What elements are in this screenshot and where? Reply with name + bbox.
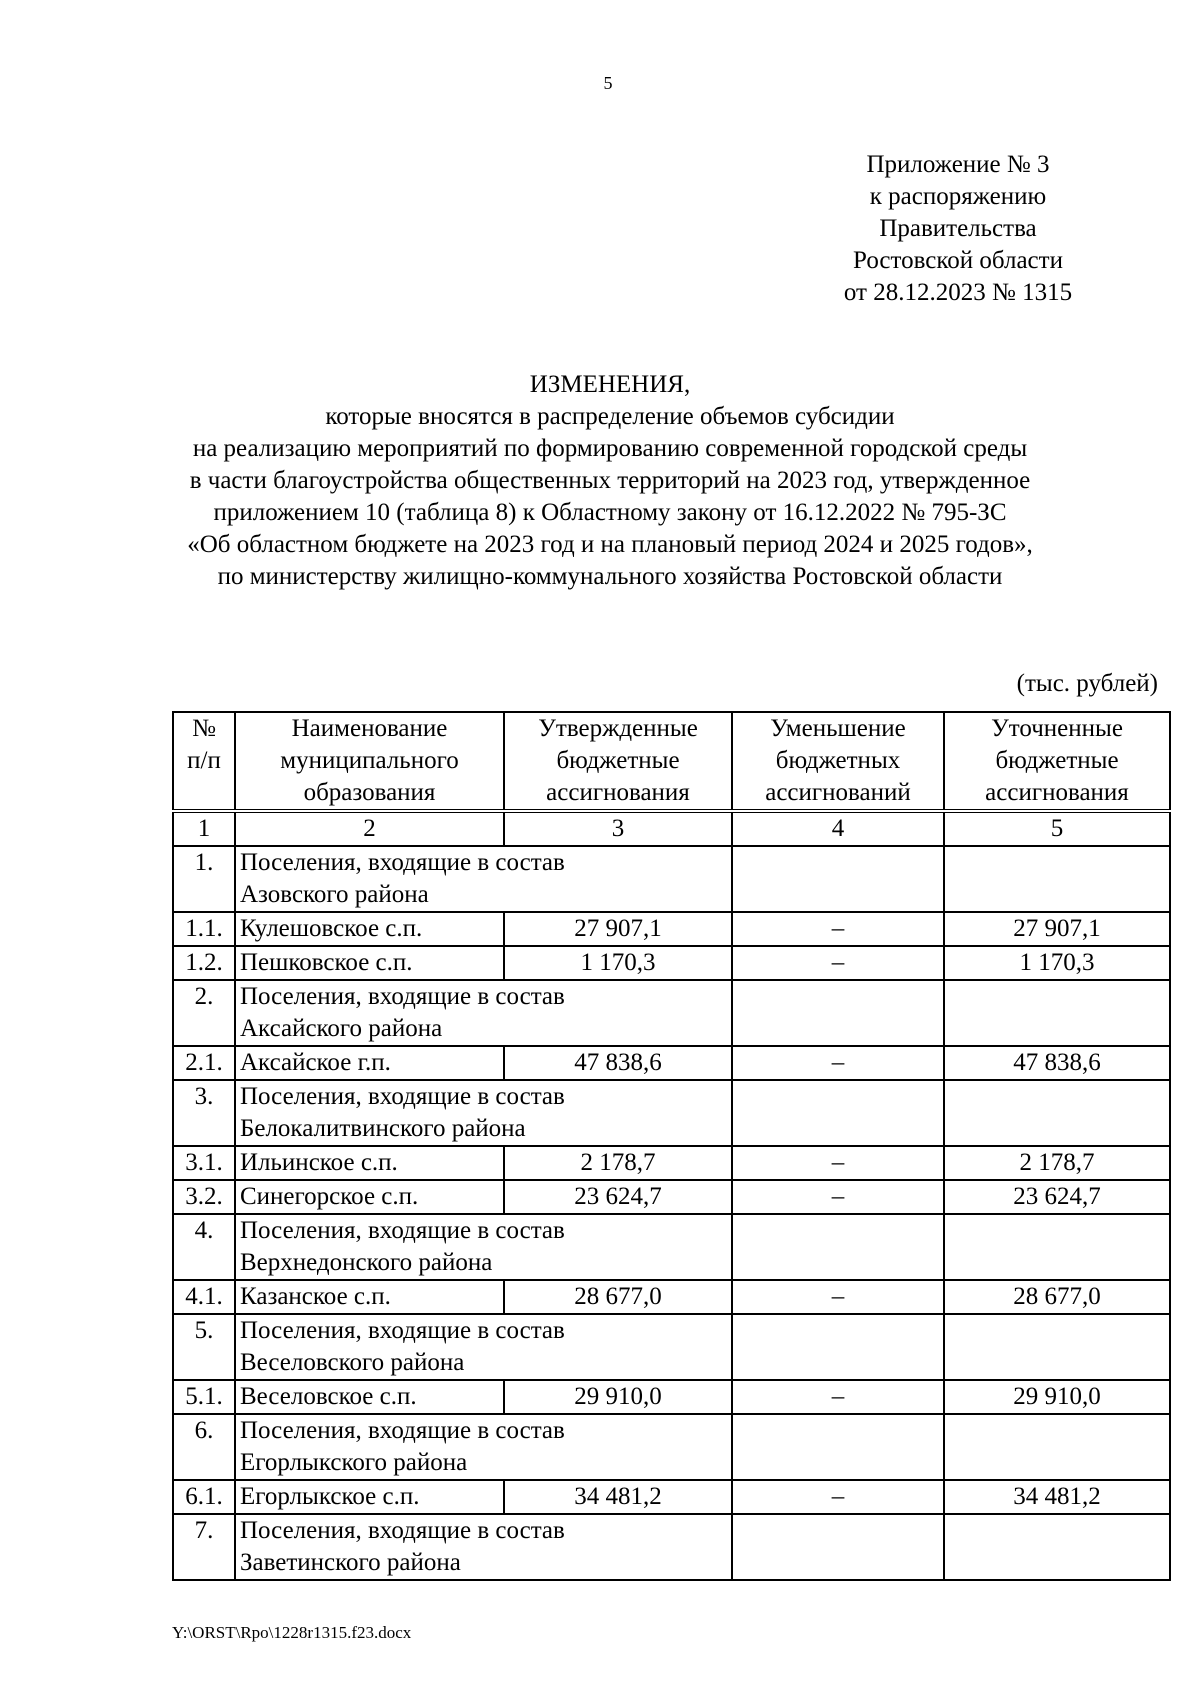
revised-value: 29 910,0 [944,1380,1170,1414]
row-number: 2.1. [173,1046,235,1080]
municipality-name: Синегорское с.п. [235,1180,504,1214]
title-line: в части благоустройства общественных территорий на 2023 год, утвержденное [189,467,1031,494]
decrease-value: – [732,912,944,946]
title-line: приложением 10 (таблица 8) к Областному закону от 16.12.2022 № 795-ЗС [213,499,1007,526]
approved-value: 23 624,7 [504,1180,732,1214]
decrease-value: – [732,946,944,980]
appendix-line: к распоряжению [869,183,1047,210]
appendix-line: Приложение № 3 [866,151,1050,178]
header-municipality: Наименование муниципального образования [235,712,504,811]
row-number: 4.1. [173,1280,235,1314]
group-name: Поселения, входящие в состав Белокалитвинского района [235,1080,732,1146]
revised-value: 27 907,1 [944,912,1170,946]
group-name: Поселения, входящие в состав Аксайского района [235,980,732,1046]
header-approved: Утвержденные бюджетные ассигнования [504,712,732,811]
row-number: 7. [173,1514,235,1580]
empty-cell [944,1414,1170,1480]
row-number: 5. [173,1314,235,1380]
title-line: которые вносятся в распределение объемов субсидии [325,403,895,430]
decrease-value: – [732,1046,944,1080]
column-number: 1 [173,811,235,846]
column-number: 4 [732,811,944,846]
table-row [173,912,1170,946]
table-row-group [173,1080,1170,1146]
table-header-row [173,712,1170,811]
table-row [173,1280,1170,1314]
row-number: 3. [173,1080,235,1146]
column-number: 3 [504,811,732,846]
empty-cell [732,846,944,912]
decrease-value: – [732,1480,944,1514]
group-name: Поселения, входящие в состав Верхнедонского района [235,1214,732,1280]
table-row [173,1146,1170,1180]
units-label: (тыс. рублей) [1016,670,1158,697]
column-numbers-row [173,811,1170,846]
table-row [173,1480,1170,1514]
decrease-value: – [732,1146,944,1180]
row-number: 6. [173,1414,235,1480]
empty-cell [944,1314,1170,1380]
empty-cell [944,1514,1170,1580]
row-number: 6.1. [173,1480,235,1514]
empty-cell [944,980,1170,1046]
approved-value: 34 481,2 [504,1480,732,1514]
table-row-group [173,846,1170,912]
appendix-block [798,149,1118,309]
group-name: Поселения, входящие в состав Веселовского района [235,1314,732,1380]
row-number: 1.1. [173,912,235,946]
approved-value: 2 178,7 [504,1146,732,1180]
row-number: 5.1. [173,1380,235,1414]
table-row-group [173,1314,1170,1380]
table-row [173,1046,1170,1080]
row-number: 3.2. [173,1180,235,1214]
municipality-name: Ильинское с.п. [235,1146,504,1180]
empty-cell [944,1214,1170,1280]
appendix-line: Правительства [879,215,1037,242]
empty-cell [944,846,1170,912]
revised-value: 1 170,3 [944,946,1170,980]
revised-value: 34 481,2 [944,1480,1170,1514]
group-name: Поселения, входящие в состав Азовского района [235,846,732,912]
decrease-value: – [732,1280,944,1314]
decrease-value: – [732,1180,944,1214]
row-number: 1. [173,846,235,912]
table-row [173,1380,1170,1414]
municipality-name: Аксайское г.п. [235,1046,504,1080]
row-number: 4. [173,1214,235,1280]
approved-value: 47 838,6 [504,1046,732,1080]
table-row-group [173,1514,1170,1580]
table-row-group [173,1214,1170,1280]
municipality-name: Пешковское с.п. [235,946,504,980]
revised-value: 28 677,0 [944,1280,1170,1314]
empty-cell [944,1080,1170,1146]
empty-cell [732,980,944,1046]
title-heading: ИЗМЕНЕНИЯ, [529,371,691,398]
approved-value: 29 910,0 [504,1380,732,1414]
budget-table [172,711,1171,1581]
column-number: 5 [944,811,1170,846]
approved-value: 1 170,3 [504,946,732,980]
empty-cell [732,1314,944,1380]
revised-value: 23 624,7 [944,1180,1170,1214]
document-title [130,369,1090,593]
empty-cell [732,1080,944,1146]
page-number: 5 [603,73,613,93]
empty-cell [732,1514,944,1580]
title-line: по министерству жилищно-коммунального хозяйства Ростовской области [217,563,1003,590]
header-decrease: Уменьшение бюджетных ассигнований [732,712,944,811]
revised-value: 2 178,7 [944,1146,1170,1180]
row-number: 1.2. [173,946,235,980]
group-name: Поселения, входящие в состав Егорлыкского района [235,1414,732,1480]
row-number: 2. [173,980,235,1046]
table-row-group [173,980,1170,1046]
approved-value: 27 907,1 [504,912,732,946]
header-number: № п/п [173,712,235,811]
municipality-name: Казанское с.п. [235,1280,504,1314]
table-row [173,1180,1170,1214]
municipality-name: Егорлыкское с.п. [235,1480,504,1514]
row-number: 3.1. [173,1146,235,1180]
approved-value: 28 677,0 [504,1280,732,1314]
municipality-name: Кулешовское с.п. [235,912,504,946]
appendix-line: от 28.12.2023 № 1315 [843,279,1073,306]
appendix-line: Ростовской области [853,247,1063,274]
header-revised: Уточненные бюджетные ассигнования [944,712,1170,811]
table-row-group [173,1414,1170,1480]
revised-value: 47 838,6 [944,1046,1170,1080]
empty-cell [732,1214,944,1280]
column-number: 2 [235,811,504,846]
group-name: Поселения, входящие в состав Заветинского района [235,1514,732,1580]
title-line: на реализацию мероприятий по формированию современной городской среды [192,435,1028,462]
decrease-value: – [732,1380,944,1414]
table-row [173,946,1170,980]
empty-cell [732,1414,944,1480]
title-line: «Об областном бюджете на 2023 год и на плановый период 2024 и 2025 годов», [187,531,1033,558]
municipality-name: Веселовское с.п. [235,1380,504,1414]
footer-file-path: Y:\ORST\Rpo\1228r1315.f23.docx [172,1623,412,1642]
